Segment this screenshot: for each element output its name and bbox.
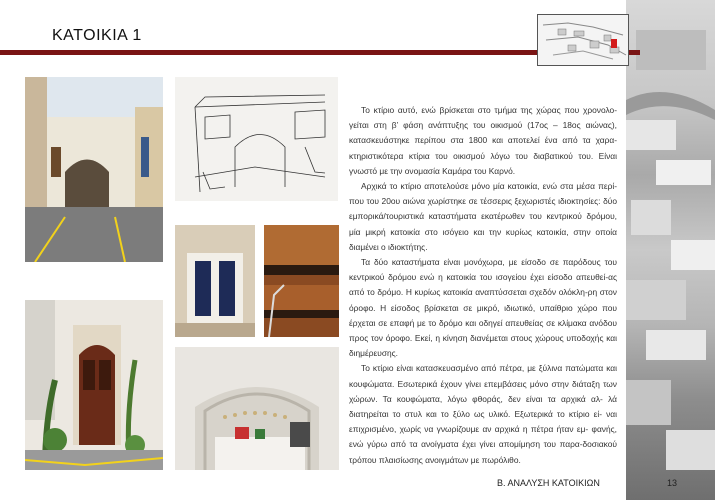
townscape-icon [626,0,715,500]
paragraph-layout: Τα δύο καταστήματα είναι μονόχωρα, με είσοδο σε παρόδους του κεντρικού δρόμου ενώ η κατοικία του ισογείου έχει είσοδο απευθεί-ας από το δρόμο. Η κυρίως κατοικία αναπτύσσεται σχεδόν ολόκλη-ρη στον όροφο. Η είσοδος βρίσκεται σε μικρό, ιδιωτικό, υπαίθριο χώρο που έρχεται σε επαφή με το δρόμο και οδηγεί απευθείας σε κλίμακα ανόδου προς τον όροφο. Εκεί, η κίνηση διανέμεται στους χώρους υποδοχής και διημέρευσης. [349,257,617,359]
wooden-ceiling-photo [264,225,339,337]
window-icon [175,225,255,337]
sketch-icon [175,77,338,201]
kitchen-icon [175,347,339,470]
section-footer: Β. ΑΝΑΛΥΣΗ ΚΑΤΟΙΚΙΩΝ [497,478,600,488]
kitchen-arch-photo [175,347,339,470]
location-map-icon [538,15,628,65]
page-title: ΚΑΤΟΙΚΙΑ 1 [52,27,142,44]
background-aerial-photo-strip [626,0,715,500]
doorway-plants-photo [25,300,163,470]
location-marker [611,39,617,48]
page-number: 13 [667,478,678,488]
arch-sketch-drawing [175,77,338,201]
window-photo [175,225,255,337]
location-map [537,14,629,66]
building-description [349,103,617,468]
alley-street-photo [25,77,163,262]
paragraph-ownership: Αρχικά το κτίριο αποτελούσε μόνο μία κατοικία, ενώ στα μέσα περί-που του 20ου αιώνα χωρίστηκε σε τέσσερις ξεχωριστές ιδιοκτησίες: δύο εμπορικά/τουριστικά καταστήματα εκατέρωθεν του κεντρικού δρόμου, μία μικρή κατοικία στο ισόγειο και την κυρίως κατοικία, στην οποία διαμένει ο ιδιοκτήτης. [349,181,617,252]
door-icon [25,300,163,470]
paragraph-history: Το κτίριο αυτό, ενώ βρίσκεται στο τμήμα της χώρας που χρονολο- γείται στη β’ φάση ανάπτυξης του οικισμού (17ος – 18ος αιώνας), κατασκευάστηκε περίπου στα 1800 και αποτελεί ένα από τα χαρα- κτηριστικότερα κτίρια του οικισμού λόγω του διαβατικού του. Είναι γνωστό με την ονομασία Καμάρα του Καρνό. [349,105,617,176]
ceiling-icon [264,225,339,337]
paragraph-construction: Το κτίριο είναι κατασκευασμένο από πέτρα, με ξύλινα πατώματα και κουφώματα. Εσωτερικά έχουν γίνει επεμβάσεις μόνο στην διάταξη των χώρων. Τα κουφώματα, λόγω φθοράς, δεν είναι τα αρχικά αλ- λά διατηρείται το στυλ και το ξύλο ως υλικό. Εξωτερικά το κτίριο εί- ναι επιχρισμένο, χωρίς να γνωρίζουμε αν αρχικά η πέτρα ήταν εμ- φανής, ενώ γύρω από τα ανοίγματα έχει γίνει απομίμηση του παρα-δοσιακού τρόπου πλαισίωσης ανοιγμάτων με πωρόλιθο. [349,363,617,465]
street-scene-icon [25,77,163,262]
